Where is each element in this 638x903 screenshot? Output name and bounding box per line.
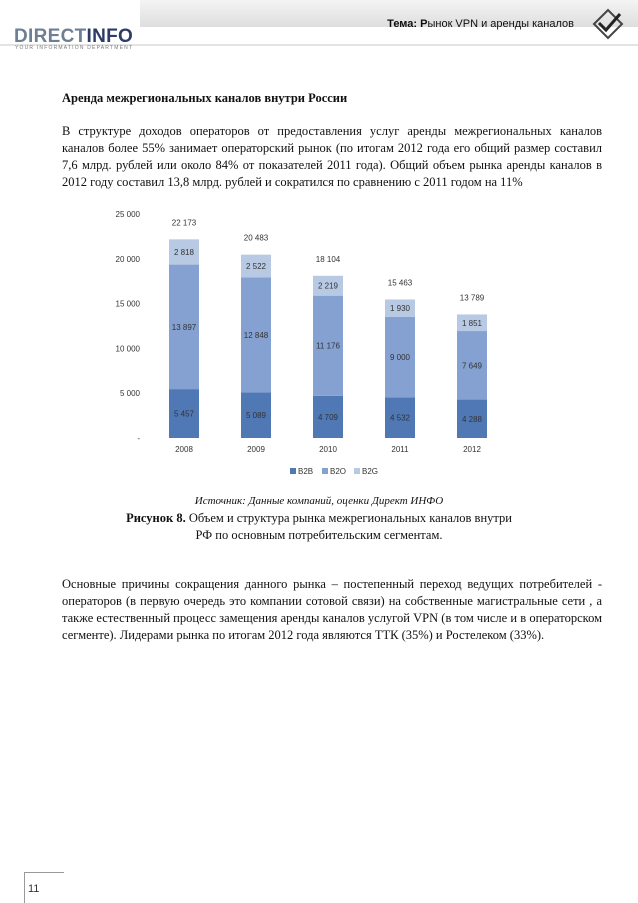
x-tick-label: 2010	[319, 445, 337, 454]
data-label-b2g: 2 219	[317, 281, 339, 291]
stacked-bar-chart	[108, 200, 528, 485]
data-label-b2o: 11 176	[316, 341, 340, 351]
caption-line1: Объем и структура рынка межрегиональных каналов внутри	[185, 511, 512, 525]
y-tick-label: 5 000	[119, 389, 140, 399]
logo-info: INFO	[86, 26, 134, 47]
x-tick-label: 2012	[463, 445, 481, 454]
total-label: 18 104	[315, 254, 341, 264]
data-label-b2b: 5 457	[173, 409, 195, 419]
logo-direct: DIRECT	[14, 26, 87, 47]
legend-label: B2B	[298, 467, 314, 476]
total-label: 13 789	[459, 293, 485, 303]
legend-label: B2G	[362, 467, 379, 476]
data-label-b2b: 5 089	[245, 411, 267, 421]
legend-swatch	[354, 468, 360, 474]
data-label-b2b: 4 288	[461, 414, 483, 424]
paragraph-intro: В структуре доходов операторов от предоставления услуг аренды межрегиональных каналов каналов более 55% занимает операторский рынок (по итогам 2012 года его общий размер составил 7,6 млрд. рублей или около 84% от показателей 2011 года). Общий объем рынка аренды каналов в 2012 году составил 13,8 млрд. рублей и сократился по сравнению с 2011 годом на 11%	[62, 124, 602, 189]
data-label-b2g: 1 851	[461, 318, 483, 328]
data-label-b2o: 9 000	[389, 353, 411, 363]
data-label-b2g: 2 818	[173, 247, 195, 257]
x-tick-label: 2011	[391, 445, 409, 454]
legend-label: B2O	[330, 467, 347, 476]
logo-tagline: YOUR INFORMATION DEPARTMENT	[15, 45, 134, 51]
total-label: 15 463	[387, 278, 413, 288]
legend-swatch	[290, 468, 296, 474]
data-label-b2b: 4 532	[389, 413, 411, 423]
y-tick-label: 20 000	[115, 254, 140, 264]
data-label-b2o: 12 848	[243, 330, 269, 340]
x-tick-label: 2009	[247, 445, 265, 454]
y-tick-label: 25 000	[115, 210, 140, 219]
figure-caption	[0, 510, 638, 544]
header-topic-rest: ынок VPN и аренды каналов	[427, 18, 574, 30]
y-tick-label: -	[137, 434, 140, 443]
total-label: 20 483	[243, 233, 269, 243]
total-label: 22 173	[171, 218, 197, 228]
page-header	[0, 0, 638, 62]
figure-source: Источник: Данные компаний, оценки Директ ИНФО	[194, 495, 444, 507]
legend-swatch	[322, 468, 328, 474]
data-label-b2o: 7 649	[461, 361, 483, 371]
section-title: Аренда межрегиональных каналов внутри России	[62, 91, 348, 105]
data-label-b2g: 1 930	[389, 304, 411, 314]
header-topic-prefix: Тема: Р	[387, 18, 428, 30]
page-number: 11	[28, 883, 40, 895]
y-tick-label: 10 000	[115, 344, 140, 354]
caption-label: Рисунок 8.	[126, 511, 186, 525]
checkmark-logo-icon	[590, 6, 626, 42]
x-tick-label: 2008	[175, 445, 193, 454]
data-label-b2o: 13 897	[171, 322, 197, 332]
paragraph-reasons: Основные причины сокращения данного рынка – постепенный переход ведущих потребителей - операторов (в первую очередь это компании сотовой связи) на собственные магистральные сети , а также естественный процесс замещения аренды каналов услугой VPN (в том числе и в операторском сегменте). Лидерами рынка по итогам 2012 года являются ТТК (35%) и Ростелеком (33%).	[62, 577, 602, 642]
data-label-b2b: 4 709	[317, 412, 339, 422]
y-tick-label: 15 000	[115, 299, 140, 309]
footer-horizontal-rule	[24, 872, 64, 873]
caption-line2: РФ по основным потребительским сегментам.	[195, 528, 443, 542]
footer-vertical-rule	[24, 872, 25, 903]
header-topic	[387, 18, 574, 30]
data-label-b2g: 2 522	[245, 261, 267, 271]
